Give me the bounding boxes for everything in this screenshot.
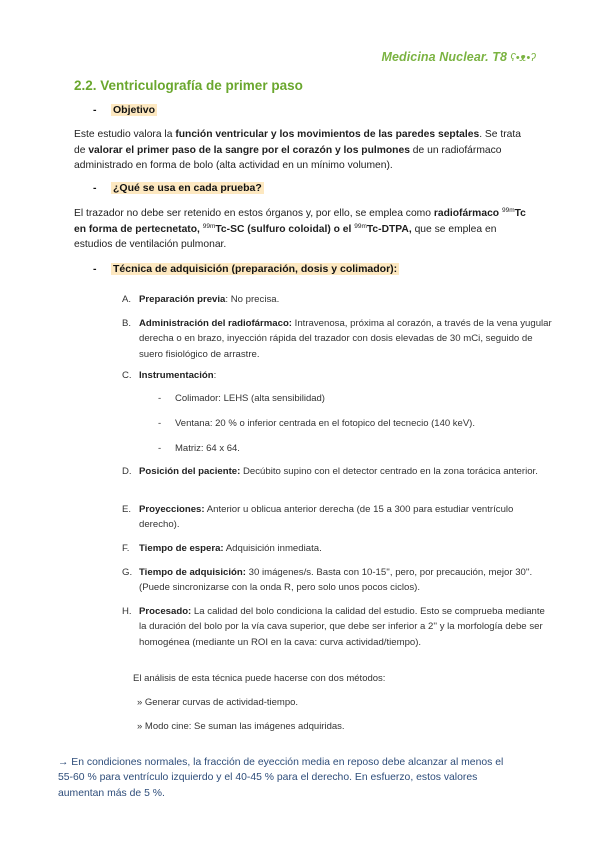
item-text: Intravenosa, próxima al corazón, a través de la vena yugular derecha o en brazo, inyección rápida del trazador con dosis elevadas de 30 mCi, seguido de suero fisiológico de arrastre. — [139, 318, 552, 360]
item-letter: E. — [122, 504, 132, 515]
item-letter: F. — [122, 543, 130, 554]
instrumentacion-item: - Colimador: LEHS (alta sensibilidad) — [158, 393, 325, 404]
item-letter: D. — [122, 466, 132, 477]
list-item — [122, 368, 552, 383]
method-item: » Generar curvas de actividad-tiempo. — [137, 697, 299, 708]
item-text: : — [213, 370, 217, 381]
tecnica-heading-text: Técnica de adquisición (preparación, dosis y colimador): — [113, 263, 398, 275]
list-item — [122, 464, 552, 479]
item-label: Posición del paciente: — [139, 466, 241, 477]
item-label: Instrumentación — [139, 370, 214, 381]
item-label: Preparación previa — [139, 294, 226, 305]
tecnica-heading: - Técnica de adquisición (preparación, dosis y colimador): — [93, 263, 398, 275]
item-text: Decúbito supino con el detector centrado en la zona torácica anterior. — [240, 466, 538, 477]
method-item: » Modo cine: Se suman las imágenes adquiridas. — [137, 721, 345, 732]
instrumentacion-text: Matriz: 64 x 64. — [175, 443, 240, 454]
objetivo-bold-1: función ventricular y los movimientos de las paredes septales — [175, 129, 480, 140]
uso-paragraph — [74, 206, 534, 253]
item-label: Administración del radiofármaco: — [139, 318, 292, 329]
item-text: Anterior u oblicua anterior derecha (de 15 a 300 para estudiar ventrículo derecho). — [139, 504, 514, 531]
item-text: Adquisición inmediata. — [223, 543, 322, 554]
uso-sup-2: 99m — [202, 222, 216, 230]
item-text: : No precisa. — [225, 294, 280, 305]
uso-heading-text: ¿Qué se usa en cada prueba? — [113, 182, 262, 194]
objetivo-text-3: de un radiofármaco administrado en forma de bolo (alta actividad en un mínimo volumen). — [74, 144, 502, 171]
uso-heading: - ¿Qué se usa en cada prueba? — [93, 182, 262, 194]
item-letter: B. — [122, 318, 132, 329]
list-item — [122, 316, 552, 362]
list-item — [122, 541, 552, 556]
objetivo-heading-text: Objetivo — [113, 104, 156, 116]
uso-bold-2: Tc en forma de pertecnetato, — [74, 208, 526, 235]
item-letter: C. — [122, 370, 132, 381]
list-item — [122, 502, 552, 533]
list-item — [122, 292, 552, 307]
item-label: Procesado: — [139, 606, 192, 617]
item-text: La calidad del bolo condiciona la calidad del estudio. Esto se comprueba mediante la duración del bolo por la vía cava superior, que debe ser inferior a 2'' y la morfología debe ser homogénea (mediante un ROI en la cava: curva actividad/tiempo). — [139, 606, 545, 648]
list-item — [122, 565, 552, 596]
uso-sup-1: 99m — [501, 207, 515, 214]
uso-text-1: El trazador no debe ser retenido en estos órganos y, por ello, se emplea como — [74, 208, 434, 219]
instrumentacion-text: Colimador: LEHS (alta sensibilidad) — [175, 393, 325, 404]
page-header — [381, 50, 536, 64]
instrumentacion-text: Ventana: 20 % o inferior centrada en el fotopico del tecnecio (140 keV). — [175, 418, 475, 429]
item-label: Proyecciones: — [139, 504, 205, 515]
uso-bold-1: radiofármaco — [433, 208, 500, 219]
objetivo-bold-2: valorar el primer paso de la sangre por el corazón y los pulmones — [88, 144, 410, 156]
uso-bold-3: Tc-SC (sulfuro coloidal) o el — [215, 223, 355, 235]
header-decoration: ʕ•ᴥ•ʔ — [510, 52, 536, 64]
uso-bold-4: Tc-DTPA, — [366, 223, 412, 235]
objetivo-heading: - Objetivo — [93, 104, 156, 116]
objetivo-text-2: . Se trata de — [74, 129, 521, 156]
methods-intro: El análisis de esta técnica puede hacerse con dos métodos: — [133, 673, 386, 684]
footnote: → En condiciones normales, la fracción de eyección media en reposo debe alcanzar al menos el 55-60 % para ventrículo izquierdo y el 40-45 % para el derecho. En esfuerzo, estos valores aumentan más de 5 %. — [58, 757, 504, 799]
uso-text-2: que se emplea en estudios de ventilación pulmonar. — [74, 223, 497, 250]
item-letter: H. — [122, 606, 132, 617]
objetivo-text-1: Este estudio valora la — [74, 129, 176, 140]
item-label: Tiempo de adquisición: — [139, 567, 246, 578]
uso-sup-3: 99m — [354, 222, 367, 230]
item-text: 30 imágenes/s. Basta con 10-15'', pero, por precaución, mejor 30''. (Puede sincronizarse con la onda R, pero solo unos pocos ciclos). — [139, 567, 533, 594]
instrumentacion-item: - Ventana: 20 % o inferior centrada en el fotopico del tecnecio (140 keV). — [158, 418, 475, 429]
header-title: Medicina Nuclear. T8 — [381, 50, 508, 64]
item-label: Tiempo de espera: — [139, 543, 224, 554]
objetivo-paragraph — [74, 127, 534, 174]
item-letter: A. — [122, 294, 132, 305]
item-letter: G. — [122, 567, 133, 578]
list-item — [122, 604, 552, 650]
instrumentacion-item: - Matriz: 64 x 64. — [158, 443, 240, 454]
section-title: 2.2. Ventriculografía de primer paso — [74, 78, 303, 93]
